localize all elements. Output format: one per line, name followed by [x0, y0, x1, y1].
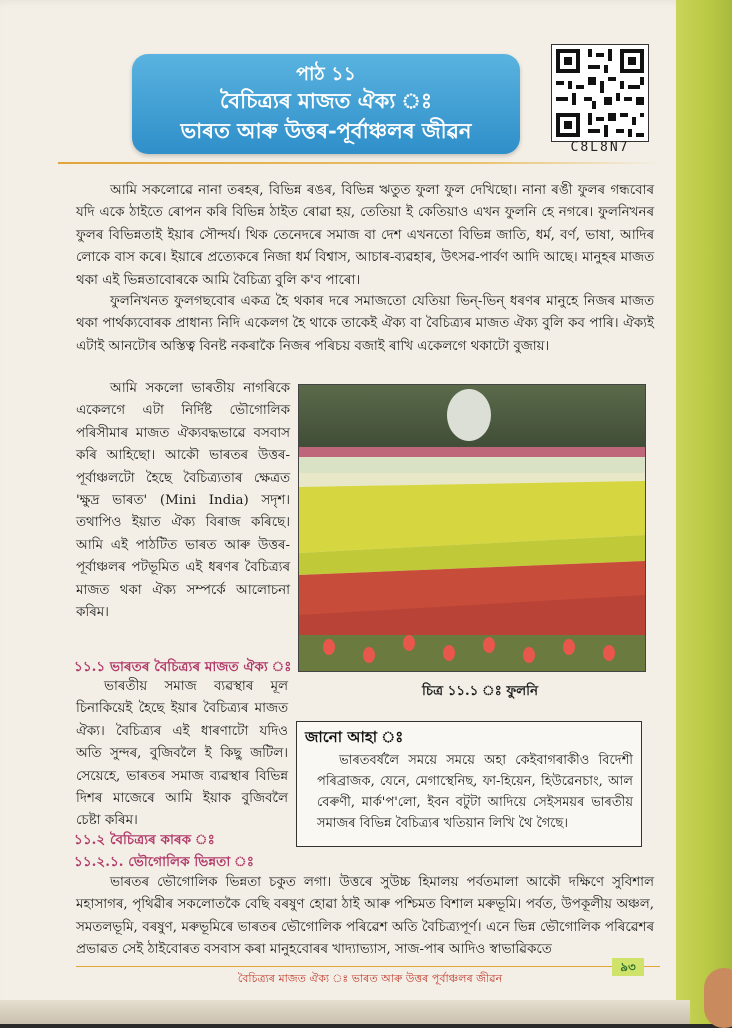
paragraph-india: আমি সকলো ভাৰতীয় নাগৰিকে একেলগে এটা নিৰ্দিষ্ট ভৌগোলিক পৰিসীমাৰ মাজত ঐক্যবদ্ধভাৱে বসবাস কৰি আহিছো। আকৌ ভাৰতৰ উত্তৰ-পূৰ্বাঞ্চলটো হৈছে বৈচিত্ৰ্যতাৰ ক্ষেত্ৰত 'ক্ষুদ্ৰ ভাৰত' (Mini India) সদৃশ। তথাপিও ইয়াত ঐক্য বিৰাজ কৰিছে। আমি এই পাঠটিত ভাৰত আৰু উত্তৰ-পূৰ্বাঞ্চলৰ পটভূমিত এই ধৰণৰ বৈচিত্ৰ্যৰ মাজত থকা ঐক্য সম্পৰ্কে আলোচনা কৰিম। — [76, 381, 290, 621]
section-heading-11-2: ১১.২ বৈচিত্ৰ্যৰ কাৰক ঃ — [74, 832, 215, 848]
paragraph-geography: ভাৰতৰ ভৌগোলিক ভিন্নতা চকুত লগা। উত্তৰে সুউচ্চ হিমালয় পৰ্বতমালা আকৌ দক্ষিণে সুবিশাল মহাসাগৰ, পৃথিৱীৰ সকলোতকৈ বেছি বৰষুণ হোৱা ঠাই আৰু পশ্চিমত বিশাল মৰুভূমি। পৰ্বত, উপকূলীয় অঞ্চল, সমতলভূমি, বৰষুণ, মৰুভূমিৰে ভাৰতৰ ভৌগোলিক পৰিৱেশ অতি বৈচিত্ৰ্যপূৰ্ণ। এনে ভিন্ন ভৌগোলিক পৰিৱেশৰ প্ৰভাৱত সেই ঠাইবোৰত বসবাস কৰা মানুহবোৰৰ খাদ্যাভ্যাস, সাজ-পাৰ আদিও স্বাভাৱিকতে — [76, 875, 654, 958]
page-bottom-shade — [0, 1000, 690, 1024]
chapter-title: বৈচিত্র্যৰ মাজত ঐক্য ঃ — [219, 88, 433, 113]
footer-rule — [76, 966, 660, 967]
page-footer: বৈচিত্ৰ্যৰ মাজত ঐক্য ঃ ভাৰত আৰু উত্তৰ পূৰ্বাঞ্চলৰ জীৱন — [237, 972, 503, 985]
paragraph-intro: আমি সকলোৱে নানা তৰহৰ, বিভিন্ন ৰঙৰ, বিভিন্ন ঋতুত ফুলা ফুল দেখিছো। নানা ৰঙী ফুলৰ গন্ধবোৰ যদি একে ঠাইতে ৰোপন কৰি বিভিন্ন ঠাইত ৰোৱা হয়, তেতিয়া ই কেতিয়াও এখন ফুলনি হে নগৰে। ফুলনিখনৰ ফুলৰ বিভিন্নতাই ইয়াৰ সৌন্দৰ্য। থিক তেনেদৰে সমাজ বা দেশ এখনতো বিভিন্ন জাতি, ধৰ্ম, বৰ্ণ, ভাষা, আদিৰ লোকে বাস কৰে। ইয়াৰে প্ৰত্যেকৰে নিজা ধৰ্ম বিশ্বাস, আচাৰ-ব্যৱহাৰ, উৎসৱ-পাৰ্বণ আদি আছে। মানুহৰ মাজত থকা এই ভিন্নতাবোৰকে আমি বৈচিত্ৰ্য বুলি ক'ব পাৰো। — [76, 183, 654, 288]
title-rule — [58, 162, 662, 164]
did-you-know-title: জানো আহা ঃ — [305, 728, 404, 746]
paragraph-social-system: ভাৰতীয় সমাজ ব্যৱস্থাৰ মূল চিনাকিয়েই হৈছে ইয়াৰ বৈচিত্ৰ্যৰ মাজত ঐক্য। বৈচিত্ৰ্যৰ এই ধাৰণাটো যদিও অতি সুন্দৰ, বুজিবলৈ ই কিছু জটিল। সেয়েহে, ভাৰতৰ সমাজ ব্যৱস্থাৰ বিভিন্ন দিশৰ মাজেৰে আমি ইয়াক বুজিবলৈ চেষ্টা কৰিম। — [76, 679, 288, 829]
section-heading-11-1: ১১.১ ভাৰতৰ বৈচিত্ৰ্যৰ মাজত ঐক্য ঃ — [74, 659, 292, 675]
page-number: ৯৩ — [612, 958, 644, 976]
did-you-know-text: ভাৰতবৰ্ষলৈ সময়ে সময়ে অহা কেইবাগৰাকীও বিদেশী পৰিব্ৰাজক, যেনে, মেগাস্থেনিছ, ফা-হিয়েন, হিউৱেনচাং, আল বেৰুণী, মাৰ্ক'প'লো, ইবন বটুটা আদিয়ে সেইসময়ৰ ভাৰতীয় সমাজৰ বিভিন্ন বৈচিত্ৰ্যৰ খতিয়ান লিখি থৈ গৈছে। — [317, 753, 633, 831]
figure-caption: চিত্ৰ ১১.১ ঃ ফুলনি — [422, 683, 538, 699]
thumb — [704, 968, 732, 1028]
section-heading-11-2-1: ১১.২.১. ভৌগোলিক ভিন্নতা ঃ — [74, 854, 254, 870]
chapter-number: পাঠ ১১ — [296, 63, 356, 85]
qr-code-label: C8L8N7 — [570, 140, 630, 155]
book-edge — [676, 0, 732, 1024]
chapter-banner — [132, 54, 520, 154]
did-you-know-box — [296, 721, 642, 847]
qr-code-icon — [551, 44, 649, 142]
paragraph-unity: ফুলনিখনত ফুলগছবোৰ একত্ৰ হৈ থকাৰ দৰে সমাজতো যেতিয়া ভিন্-ভিন্ ধৰণৰ মানুহে নিজৰ মাজত থকা পাৰ্থক্যবোৰক প্ৰাধান্য নিদি একেলগ হৈ থাকে তাকেই ঐক্য বা বৈচিত্ৰ্যৰ মাজত ঐক্য বুলি কব পাৰি। ঐক্যই এটাই আনটোৰ অস্তিত্ব বিনষ্ট নকৰাকৈ নিজৰ পৰিচয় বজাই ৰাখি একেলগে থকাটো বুজায়। — [76, 294, 654, 354]
chapter-subtitle: ভাৰত আৰু উত্তৰ-পূৰ্বাঞ্চলৰ জীৱন — [180, 118, 472, 143]
tulip-garden-photo — [298, 384, 646, 672]
